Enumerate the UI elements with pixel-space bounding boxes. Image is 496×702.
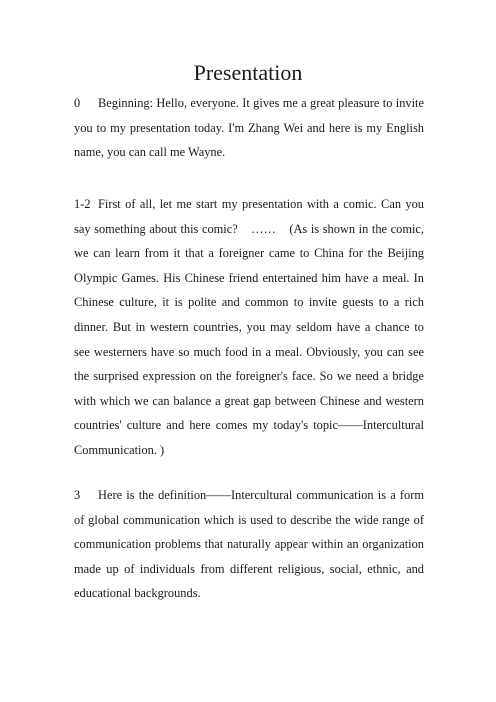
paragraph-comic: [74, 192, 424, 463]
paragraph-number: 0: [74, 96, 81, 110]
paragraph-beginning: [74, 91, 424, 165]
paragraph-text: Here is the definition——Intercultural communication is a form of global communication which is used to describe the wide range of communication problems that naturally appear within an organization made up of individuals from different religious, social, ethnic, and educational backgrounds.: [74, 488, 424, 601]
paragraph-number: 3: [74, 488, 81, 502]
paragraph-text: First of all, let me start my presentation with a comic. Can you say something about this comic? …… (As is shown in the comic, we can learn from it that a foreigner came to China for the Beijing Olympic Games. His Chinese friend entertained him have a meal. In Chinese culture, it is polite and common to invite guests to a rich dinner. But in western countries, you may seldom have a chance to see westerners have so much food in a meal. Obviously, you can see the surprised expression on the foreigner's face. So we need a bridge with which we can balance a great gap between Chinese and western countries' culture and here comes my today's topic——Intercultural Communication. ): [74, 197, 424, 457]
paragraph-text: Beginning: Hello, everyone. It gives me a great pleasure to invite you to my presentation today. I'm Zhang Wei and here is my English name, you can call me Wayne.: [74, 96, 424, 160]
paragraph-number: 1-2: [74, 197, 91, 211]
page-title: Presentation: [193, 60, 303, 85]
paragraph-definition: [74, 483, 424, 606]
